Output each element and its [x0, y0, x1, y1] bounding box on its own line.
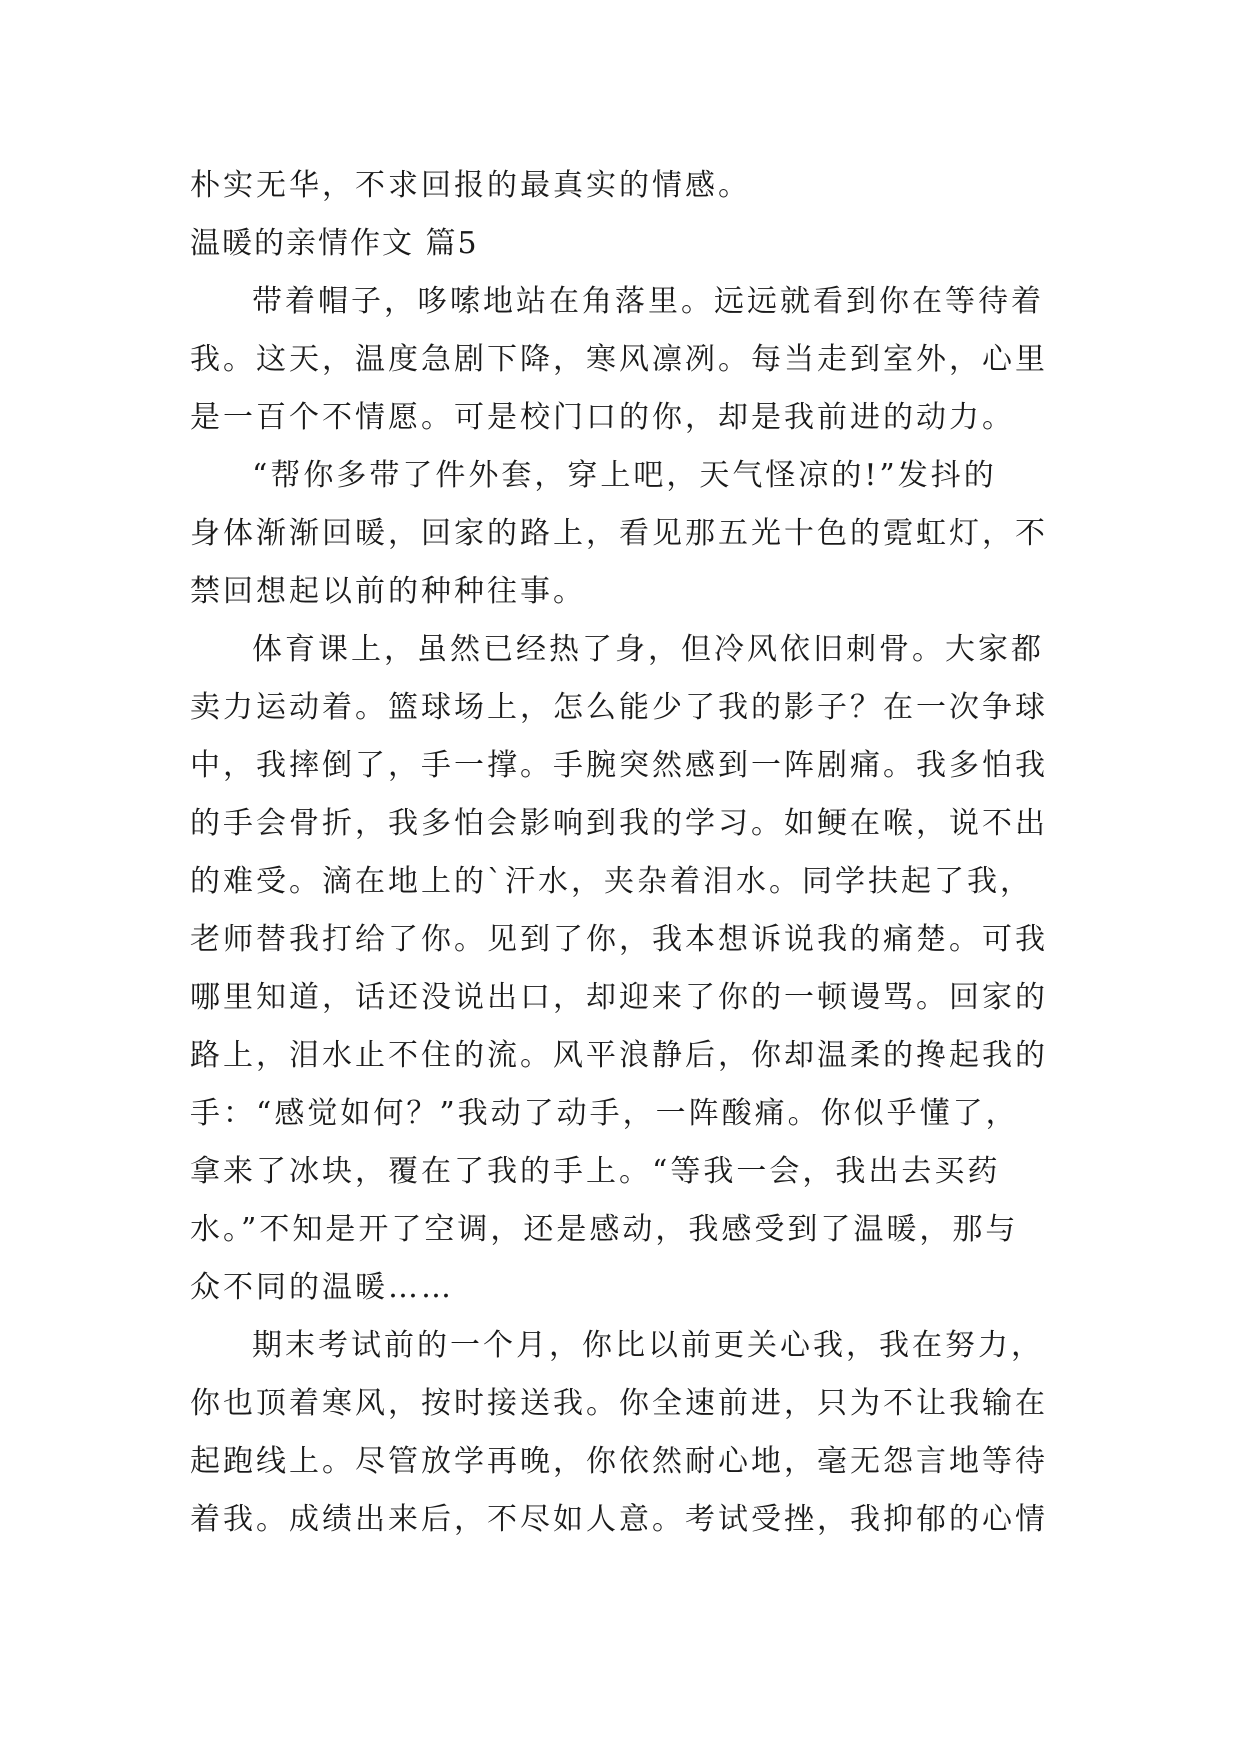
text-line: 众不同的温暖…… — [190, 1270, 454, 1305]
text-line: 哪里知道，话还没说出口，却迎来了你的一顿谩骂。回家的 — [190, 980, 1048, 1015]
text-line: 期末考试前的一个月，你比以前更关心我，我在努力， — [252, 1328, 1044, 1363]
text-line: 我。这天，温度急剧下降，寒风凛冽。每当走到室外，心里 — [190, 342, 1048, 377]
text-line: 卖力运动着。篮球场上，怎么能少了我的影子？在一次争球 — [190, 690, 1048, 725]
text-line: 水。”不知是开了空调，还是感动，我感受到了温暖，那与 — [190, 1212, 1019, 1247]
document-body — [190, 157, 1050, 1549]
text-line: 路上，泪水止不住的流。风平浪静后，你却温柔的搀起我的 — [190, 1038, 1048, 1073]
text-line: 体育课上，虽然已经热了身，但冷风依旧刺骨。大家都 — [252, 632, 1044, 667]
text-line: “帮你多带了件外套，穿上吧，天气怪凉的!”发抖的 — [252, 458, 997, 493]
text-line: 拿来了冰块，覆在了我的手上。“等我一会，我出去买药 — [190, 1154, 1001, 1189]
paragraph-1 — [190, 273, 1050, 447]
paragraph-2 — [190, 447, 1050, 621]
text-line: 的手会骨折，我多怕会影响到我的学习。如鲠在喉，说不出 — [190, 806, 1048, 841]
text-line: 起跑线上。尽管放学再晚，你依然耐心地，毫无怨言地等待 — [190, 1444, 1048, 1479]
paragraph-3 — [190, 621, 1050, 1317]
text-line: 身体渐渐回暖，回家的路上，看见那五光十色的霓虹灯，不 — [190, 516, 1048, 551]
text-line: 带着帽子，哆嗦地站在角落里。远远就看到你在等待着 — [252, 284, 1044, 319]
text-line: 手：“感觉如何？”我动了动手，一阵酸痛。你似乎懂了， — [190, 1096, 1019, 1131]
text-line: 着我。成绩出来后，不尽如人意。考试受挫，我抑郁的心情 — [190, 1502, 1048, 1537]
paragraph-4 — [190, 1317, 1050, 1549]
section-title: 温暖的亲情作文 篇5 — [190, 226, 479, 261]
text-line: 的难受。滴在地上的`汗水，夹杂着泪水。同学扶起了我， — [190, 864, 1033, 899]
text-line: 你也顶着寒风，按时接送我。你全速前进，只为不让我输在 — [190, 1386, 1048, 1421]
text-line: 禁回想起以前的种种往事。 — [190, 574, 586, 609]
text-line: 中，我摔倒了，手一撑。手腕突然感到一阵剧痛。我多怕我 — [190, 748, 1048, 783]
text-line: 是一百个不情愿。可是校门口的你，却是我前进的动力。 — [190, 400, 1015, 435]
opening-line: 朴实无华，不求回报的最真实的情感。 — [190, 168, 751, 203]
text-line: 老师替我打给了你。见到了你，我本想诉说我的痛楚。可我 — [190, 922, 1048, 957]
